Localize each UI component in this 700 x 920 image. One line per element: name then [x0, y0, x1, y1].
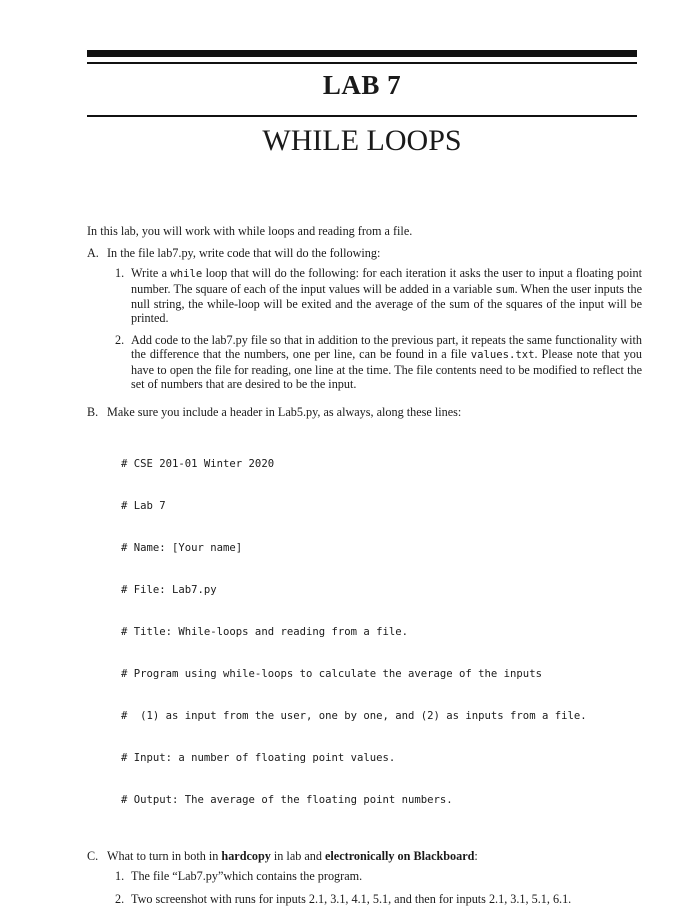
text-part: What to turn in both in	[107, 849, 222, 864]
item-text	[131, 266, 642, 325]
bold-text: electronically on Blackboard	[325, 849, 475, 864]
item-text	[131, 333, 642, 391]
item-text: The file “Lab7.py”which contains the program.	[131, 869, 363, 884]
code-line: # CSE 201-01 Winter 2020	[121, 458, 275, 471]
section-a-list	[107, 266, 642, 391]
text-part: in lab and	[270, 849, 326, 864]
inline-code: values.txt	[470, 349, 535, 362]
chapter-title: WHILE LOOPS	[262, 124, 462, 157]
section-c-text	[107, 849, 478, 863]
section-b-marker: B.	[87, 405, 99, 420]
mid-rule	[87, 115, 637, 117]
code-line: # Input: a number of floating point values.	[121, 752, 396, 765]
item-text-part: . Please note that you have to open the file for reading, one line at the time. The file contents need to be modified to reflect the set of numbers that are desired to be the input.	[131, 347, 642, 391]
text-part: :	[474, 849, 478, 864]
item-text-part: . When the user inputs the null string, the while-loop will be exited and the average of the sum of the squares of the input will be printed.	[131, 281, 642, 326]
list-item	[115, 869, 642, 883]
document-body	[87, 224, 642, 920]
code-line: # Output: The average of the floating point numbers.	[121, 794, 453, 807]
item-number: 1.	[115, 869, 125, 884]
list-item	[115, 892, 642, 906]
item-number: 2.	[115, 891, 125, 906]
lab-number-heading: LAB 7	[322, 70, 402, 100]
section-c-marker: C.	[87, 849, 99, 864]
intro-paragraph: In this lab, you will work with while loops and reading from a file.	[87, 224, 413, 238]
inline-code: while	[170, 268, 203, 281]
item-text-part: Add code to the lab7.py file so that in addition to the previous part, it repeats the same functionality with the difference that the numbers, one per line, can be found in a file	[131, 333, 642, 362]
top-thin-rule	[87, 62, 637, 64]
section-b	[87, 405, 642, 843]
section-c-list	[107, 869, 642, 905]
item-text: Two screenshot with runs for inputs 2.1, 3.1, 4.1, 5.1, and then for inputs 2.1, 3.1, 5.1, 6.1.	[131, 891, 572, 906]
list-item	[115, 266, 642, 325]
item-number: 1.	[115, 266, 125, 281]
section-c	[87, 849, 642, 914]
item-text-part: Write a	[131, 266, 171, 281]
section-a-marker: A.	[87, 246, 99, 261]
section-b-text: Make sure you include a header in Lab5.py, as always, along these lines:	[107, 405, 462, 420]
code-line: # (1) as input from the user, one by one, and (2) as inputs from a file.	[121, 710, 587, 723]
section-a-text: In the file lab7.py, write code that will do the following:	[107, 246, 381, 261]
item-number: 2.	[115, 333, 125, 348]
bold-text: hardcopy	[221, 849, 271, 864]
list-item	[115, 333, 642, 391]
header-code-block	[121, 429, 642, 835]
code-line: # Title: While-loops and reading from a file.	[121, 626, 409, 639]
code-line: # Lab 7	[121, 500, 166, 513]
code-line: # Program using while-loops to calculate the average of the inputs	[121, 668, 542, 681]
top-thick-rule	[87, 50, 637, 57]
item-text-part: loop that will do the following: for each iteration it asks the user to input a floating point number. The square of each of the input values will be added in a variable	[131, 266, 642, 296]
inline-code: sum	[495, 283, 515, 296]
code-line: # File: Lab7.py	[121, 584, 217, 597]
section-a	[87, 246, 642, 399]
code-line: # Name: [Your name]	[121, 542, 243, 555]
